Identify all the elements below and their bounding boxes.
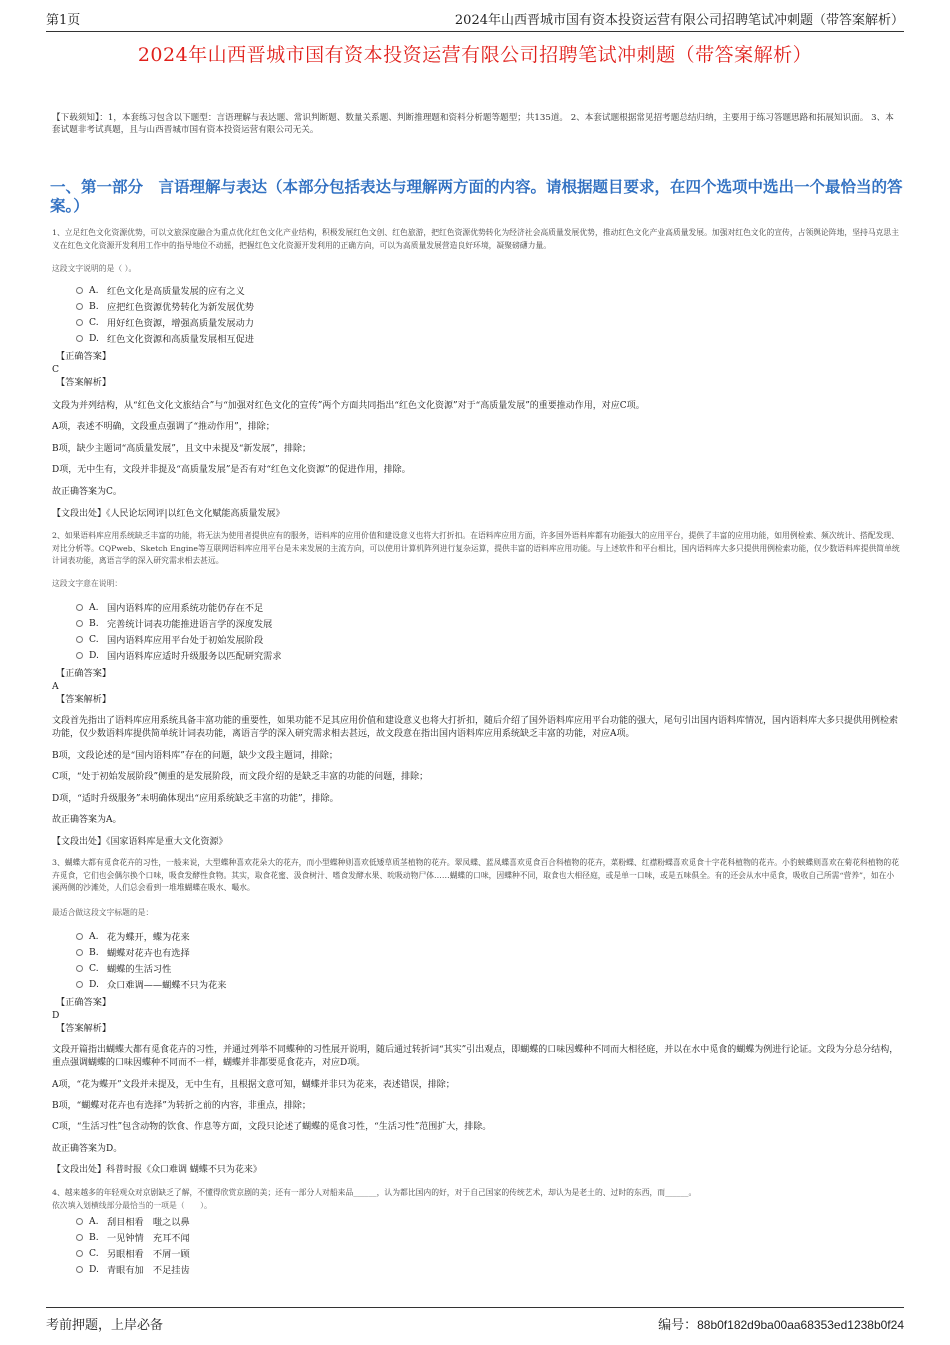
question-2-source: 【文段出处】《国家语料库是重大文化资源》	[52, 837, 228, 847]
question-1-option-b[interactable]: B. 应把红色资源优势转化为新发展优势	[76, 298, 254, 314]
question-2-analysis: C项，“处于初始发展阶段”侧重的是发展阶段，而文段介绍的是缺乏丰富的功能的问题，排除；	[52, 772, 429, 782]
radio-icon[interactable]	[76, 949, 83, 956]
question-2-analysis: 故正确答案为A。	[52, 815, 122, 825]
document-code-value: 88b0f182d9ba00aa68353ed1238b0f24	[697, 1318, 904, 1332]
question-1-text: 1、立足红色文化资源优势，可以文旅深度融合为重点优化红色文化产业结构，积极发展红色文创、红色旅游，把红色资源优势转化为经济社会高质量发展优势，推动红色文化产业高质量发展。加强对红色文化的宣传，占领舆论阵地，坚持马克思主义在红色文化资源开发利用工作中的指导地位不动摇，把握红色文化资源开发利用的正确方向，可以为高质量发展营造良好环境，凝聚磅礴力量。	[52, 228, 900, 250]
radio-icon[interactable]	[76, 933, 83, 940]
question-4-options	[76, 1213, 190, 1277]
question-1-options	[76, 282, 254, 346]
radio-icon[interactable]	[76, 604, 83, 611]
page-number: 第1页	[46, 13, 81, 28]
question-2-answer: A	[52, 681, 59, 692]
question-1-answer: C	[52, 364, 60, 375]
page-header	[46, 10, 904, 32]
radio-icon[interactable]	[76, 1218, 83, 1225]
radio-icon[interactable]	[76, 636, 83, 643]
answer-label: 【正确答案】	[56, 668, 112, 679]
question-4-lead: 依次填入划横线部分最恰当的一项是（ ）。	[52, 1201, 212, 1210]
radio-icon[interactable]	[76, 981, 83, 988]
question-2-text: 2、如果语料库应用系统缺乏丰富的功能，将无法为使用者提供应有的服务，语料库的应用价值和建设意义也将大打折扣。在语料库应用方面，许多国外语料库都有功能强大的应用平台，提供了丰富的应用功能，如用例检索、频次统计、搭配发现、对比分析等。CQPweb、Sketch Engine等互联网语料库应用平台是未来发展的主流方向，可以使用计算机阵列进行复杂运算，提供丰富的语料库应用功能。与上述软件和平台相比，国内语料库大多只提供用例检索功能，仅少数语料库提供简单统计词表功能，离语言学的深入研究需求相去甚远。	[52, 531, 900, 565]
question-1-analysis: D项，无中生有，文段并非提及“高质量发展”是否有对“红色文化资源”的促进作用，排除。	[52, 465, 411, 475]
answer-label: 【正确答案】	[56, 351, 112, 362]
footer-slogan: 考前押题，上岸必备	[46, 1318, 164, 1333]
question-1-analysis: B项，缺少主题词“高质量发展”，且文中未提及“新发展”，排除；	[52, 444, 312, 454]
question-1-option-d[interactable]: D. 红色文化资源和高质量发展相互促进	[76, 330, 254, 346]
radio-icon[interactable]	[76, 335, 83, 342]
question-1-analysis: A项，表述不明确，文段重点强调了“推动作用”，排除；	[52, 422, 275, 432]
question-2-lead: 这段文字意在说明：	[52, 579, 123, 588]
question-4-option-a[interactable]: A. 刮目相看 嗤之以鼻	[76, 1213, 190, 1229]
header-doc-title: 2024年山西晋城市国有资本投资运营有限公司招聘笔试冲刺题（带答案解析）	[454, 13, 904, 28]
question-4-option-d[interactable]: D. 青眼有加 不足挂齿	[76, 1261, 190, 1277]
question-4-option-b[interactable]: B. 一见钟情 充耳不闻	[76, 1229, 190, 1245]
question-2-option-c[interactable]: C. 国内语料库应用平台处于初始发展阶段	[76, 631, 282, 647]
question-2-analysis: B项，文段论述的是“国内语料库”存在的问题，缺少文段主题词，排除；	[52, 751, 338, 761]
question-3-analysis: B项，“蝴蝶对花卉也有选择”为转折之前的内容，非重点，排除；	[52, 1101, 311, 1111]
document-title: 2024年山西晋城市国有资本投资运营有限公司招聘笔试冲刺题（带答案解析）	[137, 44, 813, 66]
question-2-option-a[interactable]: A. 国内语料库的应用系统功能仍存在不足	[76, 599, 282, 615]
question-4-text: 4、越来越多的年轻观众对京剧缺乏了解，不懂得欣赏京剧的美；还有一部分人对船来品______，认为都比国内的好，对于自己国家的传统艺术，却认为是老土的、过时的东西，而______。	[52, 1188, 697, 1197]
question-3-analysis: C项，“生活习性”包含动物的饮食、作息等方面，文段只论述了蝴蝶的觅食习性，“生活习性”范围扩大，排除。	[52, 1122, 492, 1132]
question-3-text: 3、蝴蝶大都有觅食花卉的习性，一般来说，大型蝶种喜欢花朵大的花卉，而小型蝶种则喜欢低矮草质茎植物的花卉。翠凤蝶、蓝凤蝶喜欢觅食百合科植物的花卉，菜粉蝶、红襟粉蝶喜欢觅食十字花科植物的花卉。小豹蛱蝶则喜欢在菊花科植物的花卉觅食，它们也会偶尔换个口味，吸食发酵性食物。其实，取食花蜜、汲食树汁、嗜食发酵水果、吮吸动物尸体……蝴蝶的口味，因蝶种不同，取食也大相径庭，或是单一口味，或是五味俱全。有的还会从水中觅食，吸收自己所需“营养”，如在小溪两侧的沙滩处，人们总会看到一堆堆蝴蝶在吸水、嘬水。	[52, 858, 900, 892]
question-2-option-d[interactable]: D. 国内语料库应适时升级服务以匹配研究需求	[76, 647, 282, 663]
question-1-source: 【文段出处】《人民论坛网评|以红色文化赋能高质量发展》	[52, 509, 285, 519]
question-3-source: 【文段出处】科普时报《众口难调 蝴蝶不只为花来》	[52, 1165, 262, 1175]
document-code: 编号：88b0f182d9ba00aa68353ed1238b0f24	[658, 1318, 904, 1333]
analysis-label: 【答案解析】	[56, 1023, 112, 1034]
question-1-analysis: 故正确答案为C。	[52, 487, 122, 497]
question-3-lead: 最适合做这段文字标题的是：	[52, 908, 154, 917]
question-2-analysis: 文段首先指出了语料库应用系统具备丰富功能的重要性，如果功能不足其应用价值和建设意义也将大打折扣，随后介绍了国外语料库应用平台功能的强大，尾句引出国内语料库情况，国内语料库大多只提供用例检索功能，仅少数语料库提供简单统计词表功能，离语言学的深入研究需求相去甚远，故文段意在指出国内语料库应用系统缺乏丰富的功能，对应A项。	[52, 716, 899, 739]
analysis-label: 【答案解析】	[56, 694, 112, 705]
page-footer	[46, 1307, 904, 1333]
download-notice: 【下载须知】：1，本套练习包含以下题型：言语理解与表达题、常识判断题、数量关系题、判断推理题和资料分析题等题型；共135道。 2、本套试题根据常见招考题总结归纳，主要用于练习答题思路和拓展知识面。 3、本套试题非考试真题，且与山西晋城市国有资本投资运营有限公司无关。	[52, 113, 894, 135]
question-4-option-c[interactable]: C. 另眼相看 不屑一顾	[76, 1245, 190, 1261]
radio-icon[interactable]	[76, 1250, 83, 1257]
question-3-option-b[interactable]: B. 蝴蝶对花卉也有选择	[76, 944, 226, 960]
radio-icon[interactable]	[76, 652, 83, 659]
question-3-option-d[interactable]: D. 众口难调——蝴蝶不只为花来	[76, 976, 226, 992]
question-3-options	[76, 928, 226, 992]
question-2-option-b[interactable]: B. 完善统计词表功能推进语言学的深度发展	[76, 615, 282, 631]
radio-icon[interactable]	[76, 620, 83, 627]
radio-icon[interactable]	[76, 1266, 83, 1273]
question-1-option-a[interactable]: A. 红色文化是高质量发展的应有之义	[76, 282, 254, 298]
question-3-option-a[interactable]: A. 花为蝶开，蝶为花来	[76, 928, 226, 944]
question-2-options	[76, 599, 282, 663]
question-3-analysis: 文段开篇指出蝴蝶大都有觅食花卉的习性，并通过列举不同蝶种的习性展开说明，随后通过转折词“其实”引出观点，即蝴蝶的口味因蝶种不同而大相径庭，并以在水中觅食的蝴蝶为例进行论证。文段为分总分结构，重点强调蝴蝶的口味因蝶种不同而不一样，蝴蝶并非都要觅食花卉，对应D项。	[52, 1045, 899, 1068]
section-heading: 一、第一部分 言语理解与表达（本部分包括表达与理解两方面的内容。请根据题目要求，在四个选项中选出一个最恰当的答案。）	[50, 177, 903, 215]
answer-label: 【正确答案】	[56, 997, 112, 1008]
question-1-analysis: 文段为并列结构，从“红色文化文旅结合”与“加强对红色文化的宣传”两个方面共同指出“红色文化资源”对于“高质量发展”的重要推动作用，对应C项。	[52, 401, 645, 411]
radio-icon[interactable]	[76, 1234, 83, 1241]
question-3-answer: D	[52, 1010, 60, 1021]
radio-icon[interactable]	[76, 287, 83, 294]
radio-icon[interactable]	[76, 319, 83, 326]
question-2-analysis: D项，“适时升级服务”未明确体现出“应用系统缺乏丰富的功能”，排除。	[52, 794, 339, 804]
analysis-label: 【答案解析】	[56, 377, 112, 388]
question-3-option-c[interactable]: C. 蝴蝶的生活习性	[76, 960, 226, 976]
radio-icon[interactable]	[76, 965, 83, 972]
radio-icon[interactable]	[76, 303, 83, 310]
question-3-analysis: A项，“花为蝶开”文段并未提及，无中生有，且根据文意可知，蝴蝶并非只为花来，表述错误，排除；	[52, 1080, 455, 1090]
question-1-option-c[interactable]: C. 用好红色资源，增强高质量发展动力	[76, 314, 254, 330]
question-1-lead: 这段文字说明的是（ ）。	[52, 264, 137, 273]
question-3-analysis: 故正确答案为D。	[52, 1144, 123, 1154]
